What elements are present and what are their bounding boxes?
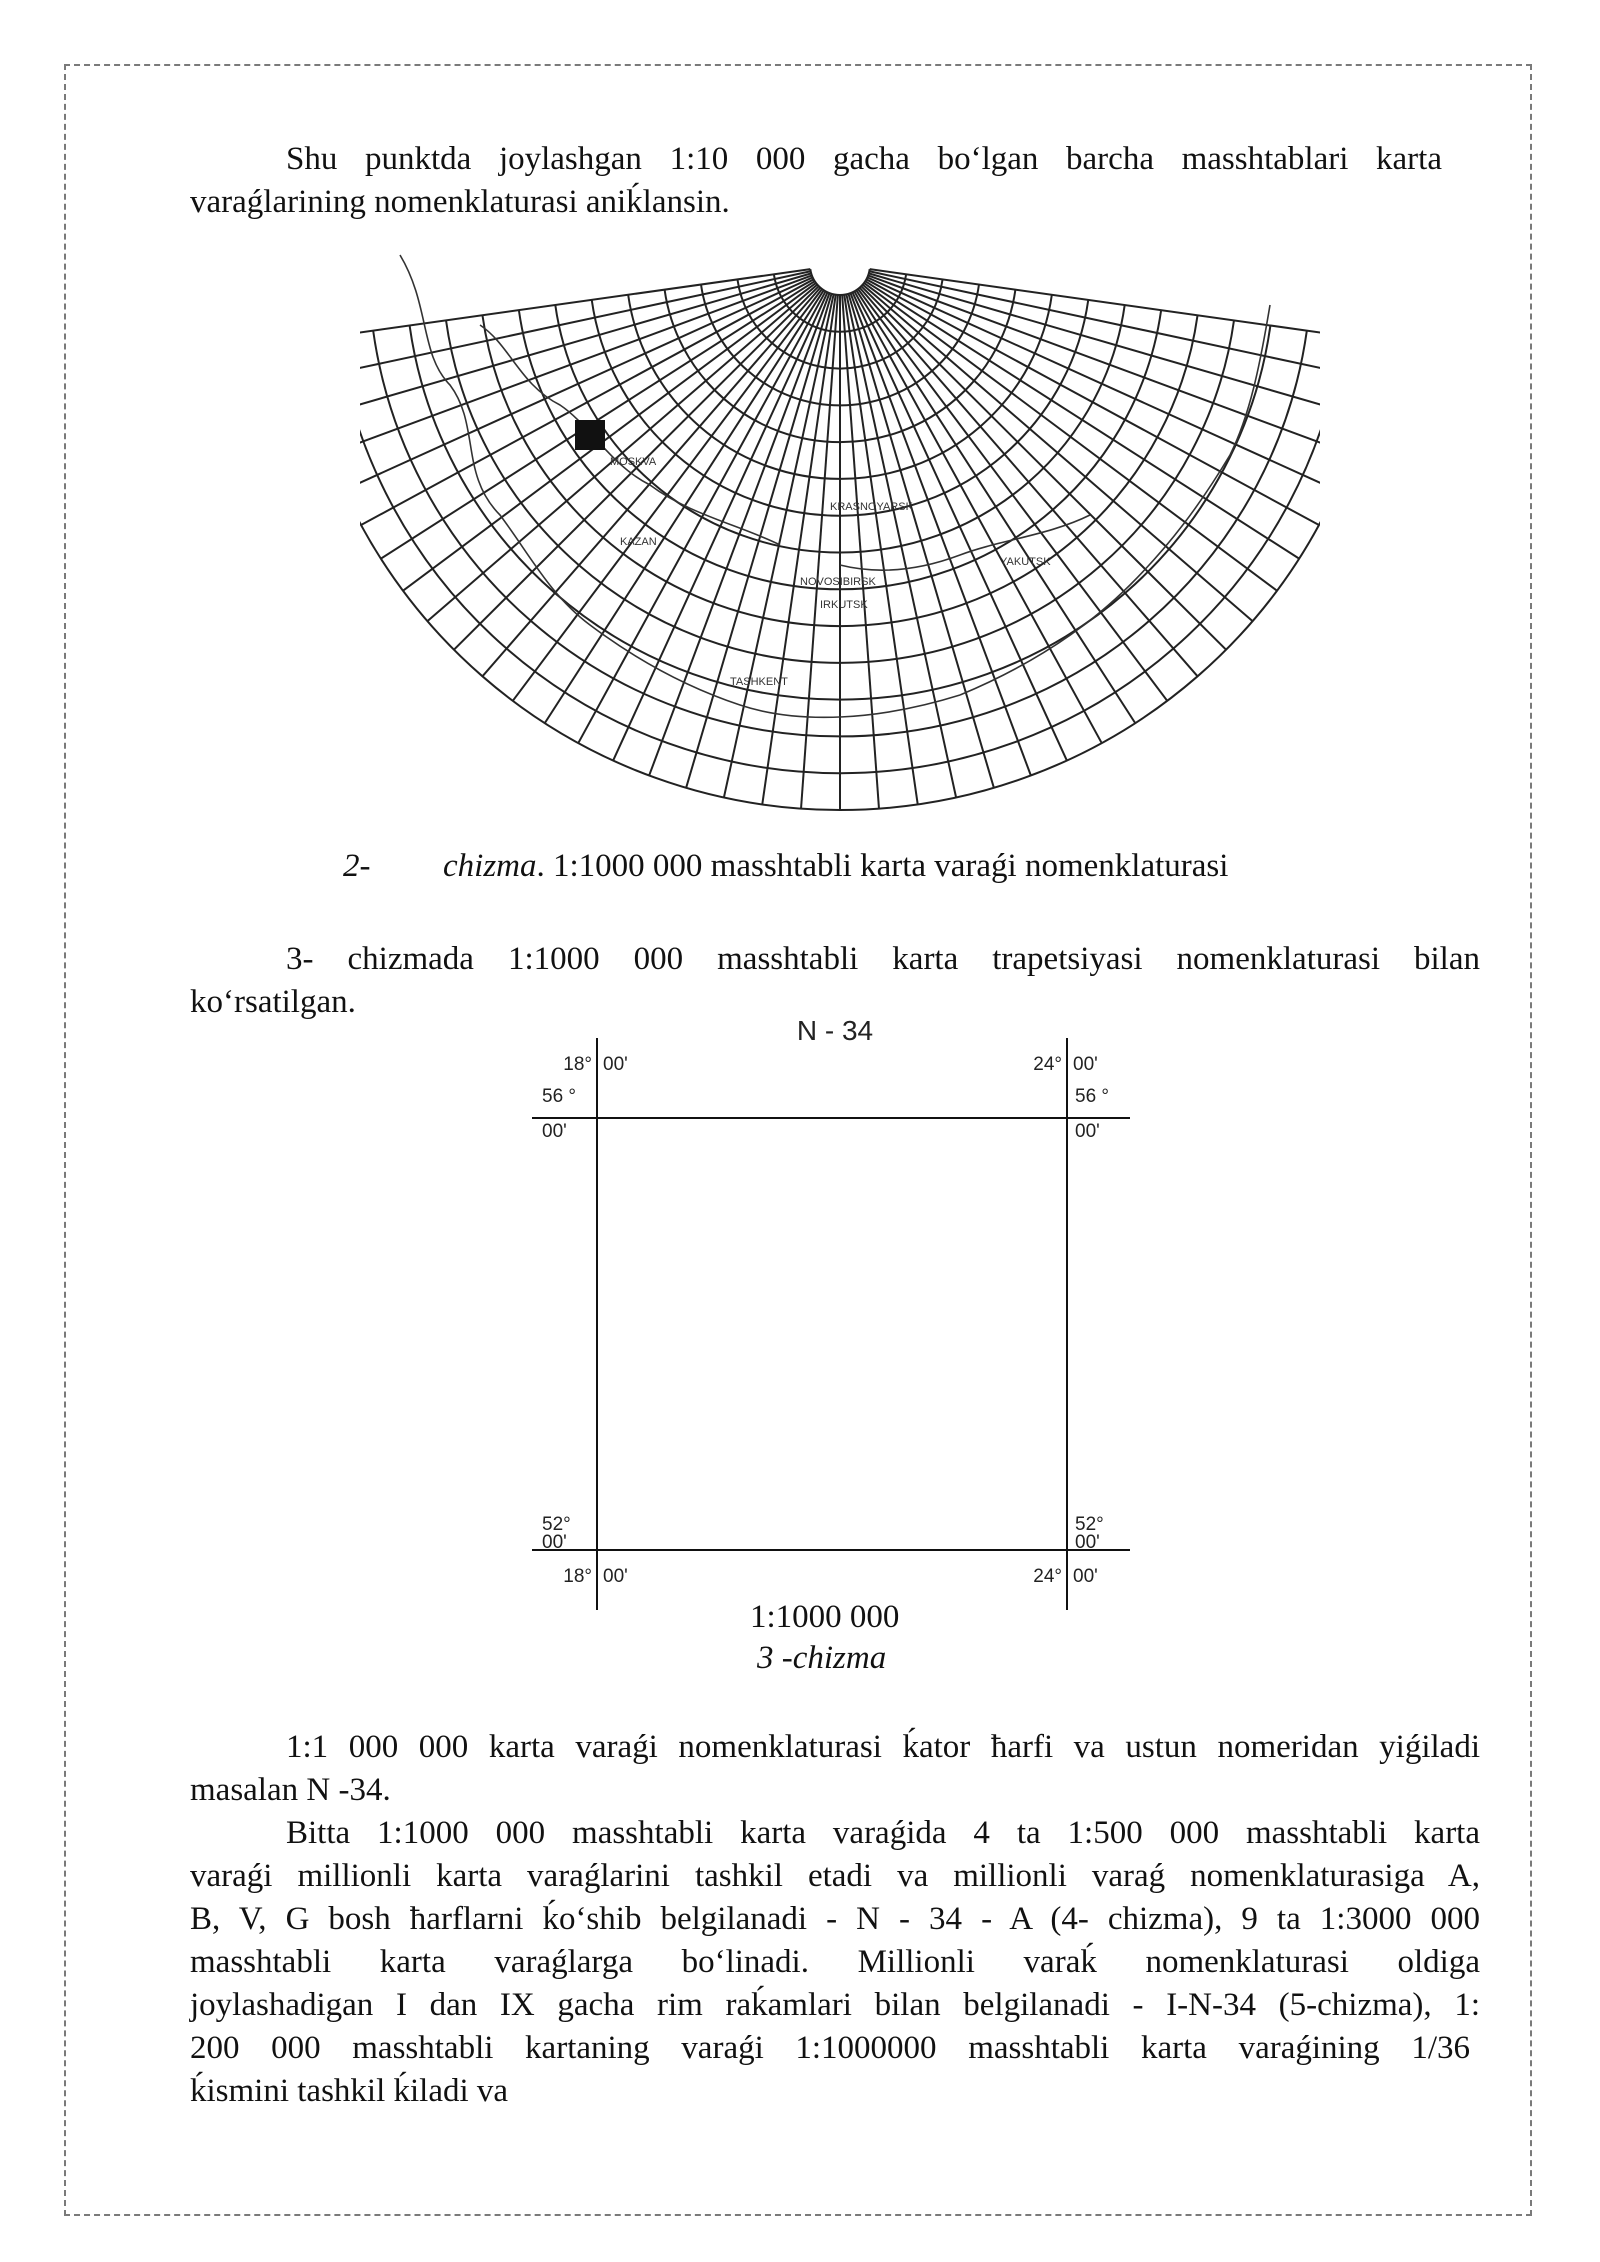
svg-text:KAZAN: KAZAN [620, 536, 657, 548]
meridian-line [578, 291, 825, 743]
meridian-line [864, 283, 1277, 591]
br-lon-min: 00' [1073, 1566, 1098, 1587]
paragraph-5 [190, 1812, 1480, 2113]
tl-lon-deg: 18° [563, 1054, 592, 1075]
meridian-line [866, 279, 1319, 525]
figure2-caption-text: . 1:1000 000 masshtabli karta varaǵi nomenklaturasi [536, 848, 1229, 884]
paragraph-5-line-3: B, V, G bosh ħarflarni ḱoʻshib belgilanadi - N - 34 - A (4- chizma), 9 ta 1:3000 000 [190, 1901, 1480, 1937]
meridian-line [513, 289, 822, 701]
svg-text:YAKUTSK: YAKUTSK [1000, 556, 1051, 568]
intro-paragraph [190, 138, 1442, 224]
meridian-line [403, 283, 816, 591]
br-lat-min: 00' [1075, 1532, 1100, 1553]
tr-lat-deg: 56 ° [1075, 1086, 1110, 1107]
trapezium-figure [520, 1010, 1140, 1610]
meridian-line [482, 288, 820, 677]
meridian-line [848, 294, 993, 788]
tl-lat-deg: 56 ° [542, 1086, 577, 1107]
intro-line-2: varaǵlarining nomenklaturasi aniḱlansin. [190, 184, 730, 220]
bl-lat-min: 00' [542, 1532, 567, 1553]
selected-sheet-marker [575, 420, 605, 450]
paragraph-4 [190, 1726, 1480, 1812]
figure3-scale: 1:1000 000 [750, 1599, 900, 1635]
sheet-title: N - 34 [796, 1015, 874, 1046]
br-lat-deg: 52° [1075, 1514, 1104, 1535]
paragraph-5-line-4: masshtabli karta varaǵlarga boʻlinadi. Millionli varaḱ nomenklaturasi oldiga [190, 1944, 1480, 1980]
tl-lat-min: 00' [542, 1121, 567, 1142]
meridian-line [858, 289, 1167, 701]
meridian-line [724, 294, 834, 797]
bl-lon-min: 00' [603, 1566, 628, 1587]
meridian-line [860, 288, 1198, 677]
paragraph-5-line-5: joylashadigan I dan IX gacha rim raḱamlari bilan belgilanadi - I-N-34 (5-chizma), 1: [190, 1987, 1480, 2023]
figure3-caption [757, 1640, 886, 1677]
svg-text:IRKUTSK: IRKUTSK [820, 599, 868, 611]
bl-lon-deg: 18° [563, 1566, 592, 1587]
br-lon-deg: 24° [1033, 1566, 1062, 1587]
svg-text:MOSKVA: MOSKVA [610, 456, 657, 468]
map-grid [360, 269, 1320, 810]
figure3-caption-text: 3 -chizma [757, 1640, 887, 1676]
meridian-line [844, 295, 917, 805]
figure2-caption-number: 2- [343, 848, 371, 884]
tr-lat-min: 00' [1075, 1121, 1100, 1142]
meridian-line [686, 294, 831, 788]
tl-lon-min: 00' [603, 1054, 628, 1075]
svg-text:KRASNOYARSK: KRASNOYARSK [830, 501, 913, 513]
trapezium-lines [532, 1038, 1130, 1610]
paragraph-5-line-1: Bitta 1:1000 000 masshtabli karta varaǵida 4 ta 1:500 000 masshtabli karta [286, 1815, 1480, 1851]
paragraph-3-line-2: koʻrsatilgan. [190, 984, 356, 1020]
tr-lon-deg: 24° [1033, 1054, 1062, 1075]
meridian-line [870, 269, 1320, 341]
meridian-line [360, 273, 811, 417]
nomenclature-map-figure [360, 215, 1320, 815]
meridian-line [360, 271, 811, 379]
meridian-line [613, 292, 827, 760]
paragraph-5-line-6: 200 000 masshtabli kartaning varaǵi 1:1000000 masshtabli karta varaǵining 1/36 [190, 2030, 1470, 2066]
svg-text:NOVOSIBIRSK: NOVOSIBIRSK [800, 576, 876, 588]
svg-text:TASHKENT: TASHKENT [730, 676, 788, 688]
meridian-line [360, 269, 810, 341]
paragraph-5-line-2: varaǵi millionli karta varaǵlarini tashkil etadi va millionli varaǵ nomenklaturasiga A, [190, 1858, 1480, 1894]
meridian-line [361, 279, 814, 525]
meridian-line [762, 295, 835, 805]
paragraph-5-line-7: ḱismini tashkil ḱiladi va [190, 2073, 509, 2109]
paragraph-4-line-2: masalan N -34. [190, 1772, 391, 1808]
intro-line-1: Shu punktda joylashgan 1:10 000 gacha boʻlgan barcha masshtablari karta [286, 141, 1442, 177]
tr-lon-min: 00' [1073, 1054, 1098, 1075]
meridian-line [869, 271, 1320, 379]
bl-lat-deg: 52° [542, 1514, 571, 1535]
meridian-line [852, 292, 1066, 760]
figure2-caption-word: chizma [443, 848, 537, 884]
meridian-line [854, 291, 1101, 743]
paragraph-4-line-1: 1:1 000 000 karta varaǵi nomenklaturasi ḱator ħarfi va ustun nomeridan yiǵiladi [286, 1729, 1480, 1765]
paragraph-3-line-1: 3- chizmada 1:1000 000 masshtabli karta trapetsiyasi nomenklaturasi bilan [286, 941, 1480, 977]
meridian-line [846, 294, 956, 797]
figure2-caption [343, 848, 1228, 885]
